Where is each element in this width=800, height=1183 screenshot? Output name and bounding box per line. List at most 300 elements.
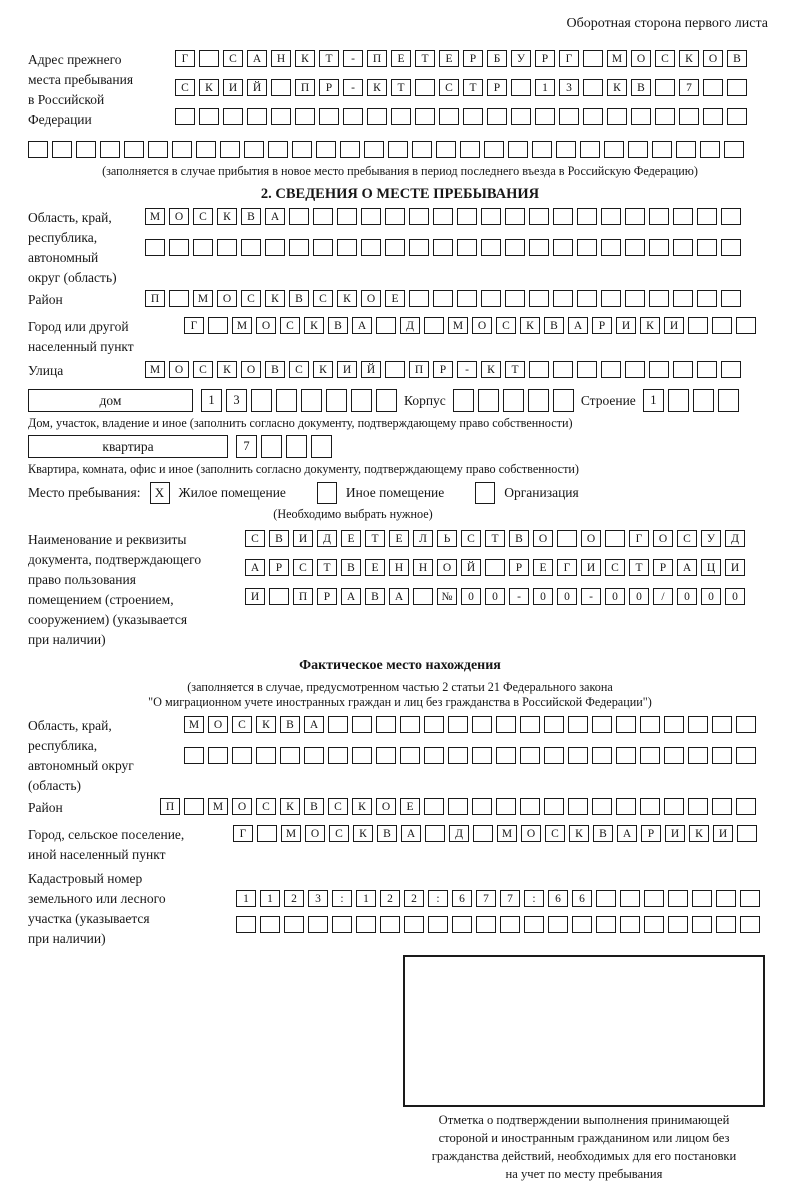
- char-cell[interactable]: [415, 108, 435, 125]
- char-cell[interactable]: [289, 208, 309, 225]
- char-cell[interactable]: Г: [557, 559, 577, 576]
- char-cell[interactable]: [326, 389, 347, 412]
- char-cell[interactable]: К: [520, 317, 540, 334]
- char-cell[interactable]: Р: [641, 825, 661, 842]
- char-cell[interactable]: К: [217, 208, 237, 225]
- char-cell[interactable]: [703, 79, 723, 96]
- char-cell[interactable]: Е: [400, 798, 420, 815]
- char-cell[interactable]: [409, 239, 429, 256]
- char-cell[interactable]: 0: [461, 588, 481, 605]
- char-cell[interactable]: Р: [535, 50, 555, 67]
- char-cell[interactable]: Е: [533, 559, 553, 576]
- char-cell[interactable]: [556, 141, 576, 158]
- char-cell[interactable]: И: [665, 825, 685, 842]
- char-cell[interactable]: Т: [365, 530, 385, 547]
- char-cell[interactable]: [257, 825, 277, 842]
- char-cell[interactable]: [460, 141, 480, 158]
- char-cell[interactable]: [481, 208, 501, 225]
- char-cell[interactable]: С: [193, 361, 213, 378]
- char-cell[interactable]: И: [581, 559, 601, 576]
- char-cell[interactable]: [367, 108, 387, 125]
- char-cell[interactable]: 1: [356, 890, 376, 907]
- char-cell[interactable]: [688, 317, 708, 334]
- char-cell[interactable]: К: [256, 716, 276, 733]
- char-cell[interactable]: :: [524, 890, 544, 907]
- char-cell[interactable]: [337, 239, 357, 256]
- char-cell[interactable]: О: [376, 798, 396, 815]
- char-cell[interactable]: 1: [236, 890, 256, 907]
- char-cell[interactable]: В: [377, 825, 397, 842]
- char-cell[interactable]: П: [160, 798, 180, 815]
- char-cell[interactable]: [448, 716, 468, 733]
- char-cell[interactable]: [655, 79, 675, 96]
- char-cell[interactable]: [415, 79, 435, 96]
- char-cell[interactable]: Р: [319, 79, 339, 96]
- char-cell[interactable]: [649, 290, 669, 307]
- char-cell[interactable]: [380, 916, 400, 933]
- char-cell[interactable]: [580, 141, 600, 158]
- char-cell[interactable]: №: [437, 588, 457, 605]
- char-cell[interactable]: /: [653, 588, 673, 605]
- char-cell[interactable]: [628, 141, 648, 158]
- char-cell[interactable]: А: [352, 317, 372, 334]
- char-cell[interactable]: [688, 747, 708, 764]
- char-cell[interactable]: С: [439, 79, 459, 96]
- char-cell[interactable]: [500, 916, 520, 933]
- char-cell[interactable]: [268, 141, 288, 158]
- char-cell[interactable]: И: [223, 79, 243, 96]
- char-cell[interactable]: [503, 389, 524, 412]
- char-cell[interactable]: 7: [679, 79, 699, 96]
- char-cell[interactable]: [52, 141, 72, 158]
- char-cell[interactable]: [557, 530, 577, 547]
- char-cell[interactable]: Т: [463, 79, 483, 96]
- char-cell[interactable]: П: [409, 361, 429, 378]
- char-cell[interactable]: [436, 141, 456, 158]
- char-cell[interactable]: [592, 716, 612, 733]
- char-cell[interactable]: [199, 108, 219, 125]
- char-cell[interactable]: :: [332, 890, 352, 907]
- char-cell[interactable]: [304, 747, 324, 764]
- char-cell[interactable]: [400, 747, 420, 764]
- char-cell[interactable]: [433, 290, 453, 307]
- char-cell[interactable]: Н: [389, 559, 409, 576]
- char-cell[interactable]: С: [293, 559, 313, 576]
- char-cell[interactable]: [433, 239, 453, 256]
- char-cell[interactable]: И: [664, 317, 684, 334]
- char-cell[interactable]: М: [497, 825, 517, 842]
- char-cell[interactable]: С: [280, 317, 300, 334]
- char-cell[interactable]: И: [713, 825, 733, 842]
- char-cell[interactable]: 0: [677, 588, 697, 605]
- char-cell[interactable]: [217, 239, 237, 256]
- char-cell[interactable]: [596, 890, 616, 907]
- char-cell[interactable]: С: [313, 290, 333, 307]
- char-cell[interactable]: И: [616, 317, 636, 334]
- char-cell[interactable]: С: [289, 361, 309, 378]
- char-cell[interactable]: Т: [415, 50, 435, 67]
- char-cell[interactable]: [208, 747, 228, 764]
- char-cell[interactable]: [100, 141, 120, 158]
- char-cell[interactable]: О: [581, 530, 601, 547]
- char-cell[interactable]: [463, 108, 483, 125]
- char-cell[interactable]: [496, 798, 516, 815]
- char-cell[interactable]: -: [343, 50, 363, 67]
- char-cell[interactable]: [736, 798, 756, 815]
- char-cell[interactable]: Г: [233, 825, 253, 842]
- char-cell[interactable]: У: [511, 50, 531, 67]
- char-cell[interactable]: А: [304, 716, 324, 733]
- char-cell[interactable]: М: [281, 825, 301, 842]
- char-cell[interactable]: [721, 361, 741, 378]
- char-cell[interactable]: [712, 747, 732, 764]
- char-cell[interactable]: [511, 108, 531, 125]
- char-cell[interactable]: К: [679, 50, 699, 67]
- char-cell[interactable]: [700, 141, 720, 158]
- char-cell[interactable]: [457, 290, 477, 307]
- char-cell[interactable]: Р: [463, 50, 483, 67]
- char-cell[interactable]: [145, 239, 165, 256]
- char-cell[interactable]: [487, 108, 507, 125]
- char-cell[interactable]: Н: [413, 559, 433, 576]
- char-cell[interactable]: :: [428, 890, 448, 907]
- char-cell[interactable]: Т: [317, 559, 337, 576]
- char-cell[interactable]: Л: [413, 530, 433, 547]
- char-cell[interactable]: [718, 389, 739, 412]
- char-cell[interactable]: [284, 916, 304, 933]
- char-cell[interactable]: [601, 239, 621, 256]
- checkbox-other-premises[interactable]: [317, 482, 337, 504]
- char-cell[interactable]: О: [217, 290, 237, 307]
- char-cell[interactable]: [693, 389, 714, 412]
- char-cell[interactable]: [425, 825, 445, 842]
- char-cell[interactable]: [616, 798, 636, 815]
- char-cell[interactable]: [316, 141, 336, 158]
- char-cell[interactable]: [356, 916, 376, 933]
- char-cell[interactable]: [737, 825, 757, 842]
- char-cell[interactable]: В: [328, 317, 348, 334]
- char-cell[interactable]: [736, 317, 756, 334]
- char-cell[interactable]: 3: [559, 79, 579, 96]
- char-cell[interactable]: С: [329, 825, 349, 842]
- char-cell[interactable]: [247, 108, 267, 125]
- char-cell[interactable]: О: [631, 50, 651, 67]
- char-cell[interactable]: 0: [533, 588, 553, 605]
- char-cell[interactable]: [601, 290, 621, 307]
- char-cell[interactable]: 2: [404, 890, 424, 907]
- char-cell[interactable]: Т: [391, 79, 411, 96]
- char-cell[interactable]: К: [280, 798, 300, 815]
- char-cell[interactable]: [583, 108, 603, 125]
- char-cell[interactable]: [649, 239, 669, 256]
- char-cell[interactable]: С: [193, 208, 213, 225]
- char-cell[interactable]: [572, 916, 592, 933]
- char-cell[interactable]: 2: [380, 890, 400, 907]
- char-cell[interactable]: [652, 141, 672, 158]
- char-cell[interactable]: О: [521, 825, 541, 842]
- char-cell[interactable]: М: [607, 50, 627, 67]
- char-cell[interactable]: С: [677, 530, 697, 547]
- char-cell[interactable]: [343, 108, 363, 125]
- char-cell[interactable]: [76, 141, 96, 158]
- char-cell[interactable]: П: [145, 290, 165, 307]
- char-cell[interactable]: [535, 108, 555, 125]
- char-cell[interactable]: [457, 208, 477, 225]
- char-cell[interactable]: М: [232, 317, 252, 334]
- char-cell[interactable]: [505, 290, 525, 307]
- char-cell[interactable]: [196, 141, 216, 158]
- apartment-box[interactable]: квартира: [28, 435, 228, 458]
- char-cell[interactable]: [640, 747, 660, 764]
- char-cell[interactable]: А: [568, 317, 588, 334]
- char-cell[interactable]: 7: [236, 435, 257, 458]
- char-cell[interactable]: И: [725, 559, 745, 576]
- char-cell[interactable]: К: [607, 79, 627, 96]
- char-cell[interactable]: Й: [247, 79, 267, 96]
- char-cell[interactable]: М: [193, 290, 213, 307]
- char-cell[interactable]: [481, 290, 501, 307]
- char-cell[interactable]: [260, 916, 280, 933]
- char-cell[interactable]: Д: [725, 530, 745, 547]
- char-cell[interactable]: [301, 389, 322, 412]
- char-cell[interactable]: -: [581, 588, 601, 605]
- char-cell[interactable]: В: [304, 798, 324, 815]
- char-cell[interactable]: [193, 239, 213, 256]
- char-cell[interactable]: В: [265, 361, 285, 378]
- char-cell[interactable]: [703, 108, 723, 125]
- char-cell[interactable]: [361, 208, 381, 225]
- char-cell[interactable]: [673, 361, 693, 378]
- char-cell[interactable]: [601, 361, 621, 378]
- char-cell[interactable]: 0: [557, 588, 577, 605]
- char-cell[interactable]: [409, 208, 429, 225]
- char-cell[interactable]: [424, 716, 444, 733]
- char-cell[interactable]: [265, 239, 285, 256]
- char-cell[interactable]: [261, 435, 282, 458]
- char-cell[interactable]: [592, 747, 612, 764]
- char-cell[interactable]: О: [653, 530, 673, 547]
- char-cell[interactable]: [577, 239, 597, 256]
- char-cell[interactable]: [697, 361, 717, 378]
- char-cell[interactable]: [452, 916, 472, 933]
- char-cell[interactable]: Т: [505, 361, 525, 378]
- char-cell[interactable]: [376, 716, 396, 733]
- char-cell[interactable]: [577, 290, 597, 307]
- char-cell[interactable]: 7: [500, 890, 520, 907]
- char-cell[interactable]: С: [655, 50, 675, 67]
- char-cell[interactable]: [404, 916, 424, 933]
- char-cell[interactable]: [271, 108, 291, 125]
- char-cell[interactable]: В: [509, 530, 529, 547]
- char-cell[interactable]: [232, 747, 252, 764]
- char-cell[interactable]: [524, 916, 544, 933]
- char-cell[interactable]: [583, 79, 603, 96]
- char-cell[interactable]: 6: [572, 890, 592, 907]
- char-cell[interactable]: Р: [269, 559, 289, 576]
- char-cell[interactable]: С: [245, 530, 265, 547]
- char-cell[interactable]: О: [256, 317, 276, 334]
- char-cell[interactable]: [520, 747, 540, 764]
- char-cell[interactable]: [485, 559, 505, 576]
- char-cell[interactable]: -: [343, 79, 363, 96]
- char-cell[interactable]: [625, 239, 645, 256]
- char-cell[interactable]: [601, 208, 621, 225]
- char-cell[interactable]: Ц: [701, 559, 721, 576]
- char-cell[interactable]: П: [295, 79, 315, 96]
- char-cell[interactable]: М: [448, 317, 468, 334]
- char-cell[interactable]: Д: [449, 825, 469, 842]
- house-box[interactable]: дом: [28, 389, 193, 412]
- char-cell[interactable]: [640, 798, 660, 815]
- char-cell[interactable]: [716, 890, 736, 907]
- char-cell[interactable]: [736, 747, 756, 764]
- char-cell[interactable]: И: [293, 530, 313, 547]
- char-cell[interactable]: [448, 798, 468, 815]
- char-cell[interactable]: [391, 108, 411, 125]
- char-cell[interactable]: Р: [653, 559, 673, 576]
- char-cell[interactable]: [692, 890, 712, 907]
- char-cell[interactable]: С: [545, 825, 565, 842]
- char-cell[interactable]: Й: [361, 361, 381, 378]
- char-cell[interactable]: [568, 747, 588, 764]
- char-cell[interactable]: [529, 290, 549, 307]
- char-cell[interactable]: [448, 747, 468, 764]
- char-cell[interactable]: Р: [592, 317, 612, 334]
- char-cell[interactable]: [559, 108, 579, 125]
- char-cell[interactable]: К: [569, 825, 589, 842]
- char-cell[interactable]: Е: [391, 50, 411, 67]
- char-cell[interactable]: Г: [184, 317, 204, 334]
- char-cell[interactable]: [592, 798, 612, 815]
- char-cell[interactable]: 6: [548, 890, 568, 907]
- char-cell[interactable]: [476, 916, 496, 933]
- char-cell[interactable]: [721, 290, 741, 307]
- char-cell[interactable]: М: [208, 798, 228, 815]
- char-cell[interactable]: [319, 108, 339, 125]
- char-cell[interactable]: [28, 141, 48, 158]
- char-cell[interactable]: В: [631, 79, 651, 96]
- char-cell[interactable]: [148, 141, 168, 158]
- char-cell[interactable]: [269, 588, 289, 605]
- char-cell[interactable]: [697, 290, 717, 307]
- char-cell[interactable]: [553, 239, 573, 256]
- char-cell[interactable]: [736, 716, 756, 733]
- char-cell[interactable]: М: [145, 208, 165, 225]
- char-cell[interactable]: [276, 389, 297, 412]
- char-cell[interactable]: [625, 290, 645, 307]
- char-cell[interactable]: 6: [452, 890, 472, 907]
- char-cell[interactable]: [520, 716, 540, 733]
- checkbox-organization[interactable]: [475, 482, 495, 504]
- char-cell[interactable]: Ь: [437, 530, 457, 547]
- char-cell[interactable]: [385, 361, 405, 378]
- char-cell[interactable]: [553, 389, 574, 412]
- char-cell[interactable]: [577, 208, 597, 225]
- char-cell[interactable]: [351, 389, 372, 412]
- char-cell[interactable]: [721, 239, 741, 256]
- char-cell[interactable]: [548, 916, 568, 933]
- char-cell[interactable]: [169, 239, 189, 256]
- char-cell[interactable]: В: [269, 530, 289, 547]
- char-cell[interactable]: [712, 798, 732, 815]
- char-cell[interactable]: [428, 916, 448, 933]
- char-cell[interactable]: 1: [535, 79, 555, 96]
- char-cell[interactable]: [364, 141, 384, 158]
- char-cell[interactable]: [184, 747, 204, 764]
- char-cell[interactable]: [568, 716, 588, 733]
- char-cell[interactable]: А: [245, 559, 265, 576]
- char-cell[interactable]: [400, 716, 420, 733]
- char-cell[interactable]: [220, 141, 240, 158]
- char-cell[interactable]: [631, 108, 651, 125]
- char-cell[interactable]: О: [361, 290, 381, 307]
- char-cell[interactable]: К: [481, 361, 501, 378]
- char-cell[interactable]: [740, 890, 760, 907]
- char-cell[interactable]: [472, 798, 492, 815]
- char-cell[interactable]: В: [544, 317, 564, 334]
- char-cell[interactable]: А: [617, 825, 637, 842]
- char-cell[interactable]: [649, 361, 669, 378]
- char-cell[interactable]: [668, 389, 689, 412]
- char-cell[interactable]: 0: [701, 588, 721, 605]
- char-cell[interactable]: М: [145, 361, 165, 378]
- char-cell[interactable]: [625, 208, 645, 225]
- char-cell[interactable]: 1: [201, 389, 222, 412]
- char-cell[interactable]: [376, 317, 396, 334]
- char-cell[interactable]: В: [365, 588, 385, 605]
- char-cell[interactable]: [529, 361, 549, 378]
- char-cell[interactable]: [697, 239, 717, 256]
- char-cell[interactable]: [544, 798, 564, 815]
- char-cell[interactable]: [532, 141, 552, 158]
- char-cell[interactable]: [676, 141, 696, 158]
- char-cell[interactable]: У: [701, 530, 721, 547]
- char-cell[interactable]: [605, 530, 625, 547]
- char-cell[interactable]: [740, 916, 760, 933]
- char-cell[interactable]: [433, 208, 453, 225]
- char-cell[interactable]: [644, 890, 664, 907]
- char-cell[interactable]: С: [241, 290, 261, 307]
- char-cell[interactable]: С: [328, 798, 348, 815]
- char-cell[interactable]: [712, 716, 732, 733]
- char-cell[interactable]: [668, 890, 688, 907]
- char-cell[interactable]: [620, 890, 640, 907]
- char-cell[interactable]: [620, 916, 640, 933]
- char-cell[interactable]: [596, 916, 616, 933]
- char-cell[interactable]: [413, 588, 433, 605]
- char-cell[interactable]: [655, 108, 675, 125]
- char-cell[interactable]: [724, 141, 744, 158]
- char-cell[interactable]: [244, 141, 264, 158]
- char-cell[interactable]: В: [280, 716, 300, 733]
- char-cell[interactable]: С: [232, 716, 252, 733]
- char-cell[interactable]: А: [401, 825, 421, 842]
- char-cell[interactable]: К: [295, 50, 315, 67]
- char-cell[interactable]: [172, 141, 192, 158]
- char-cell[interactable]: [664, 798, 684, 815]
- char-cell[interactable]: [472, 716, 492, 733]
- char-cell[interactable]: [223, 108, 243, 125]
- char-cell[interactable]: [385, 239, 405, 256]
- char-cell[interactable]: А: [247, 50, 267, 67]
- char-cell[interactable]: И: [337, 361, 357, 378]
- char-cell[interactable]: Д: [317, 530, 337, 547]
- char-cell[interactable]: О: [437, 559, 457, 576]
- char-cell[interactable]: 0: [725, 588, 745, 605]
- char-cell[interactable]: [529, 208, 549, 225]
- char-cell[interactable]: [286, 435, 307, 458]
- char-cell[interactable]: С: [605, 559, 625, 576]
